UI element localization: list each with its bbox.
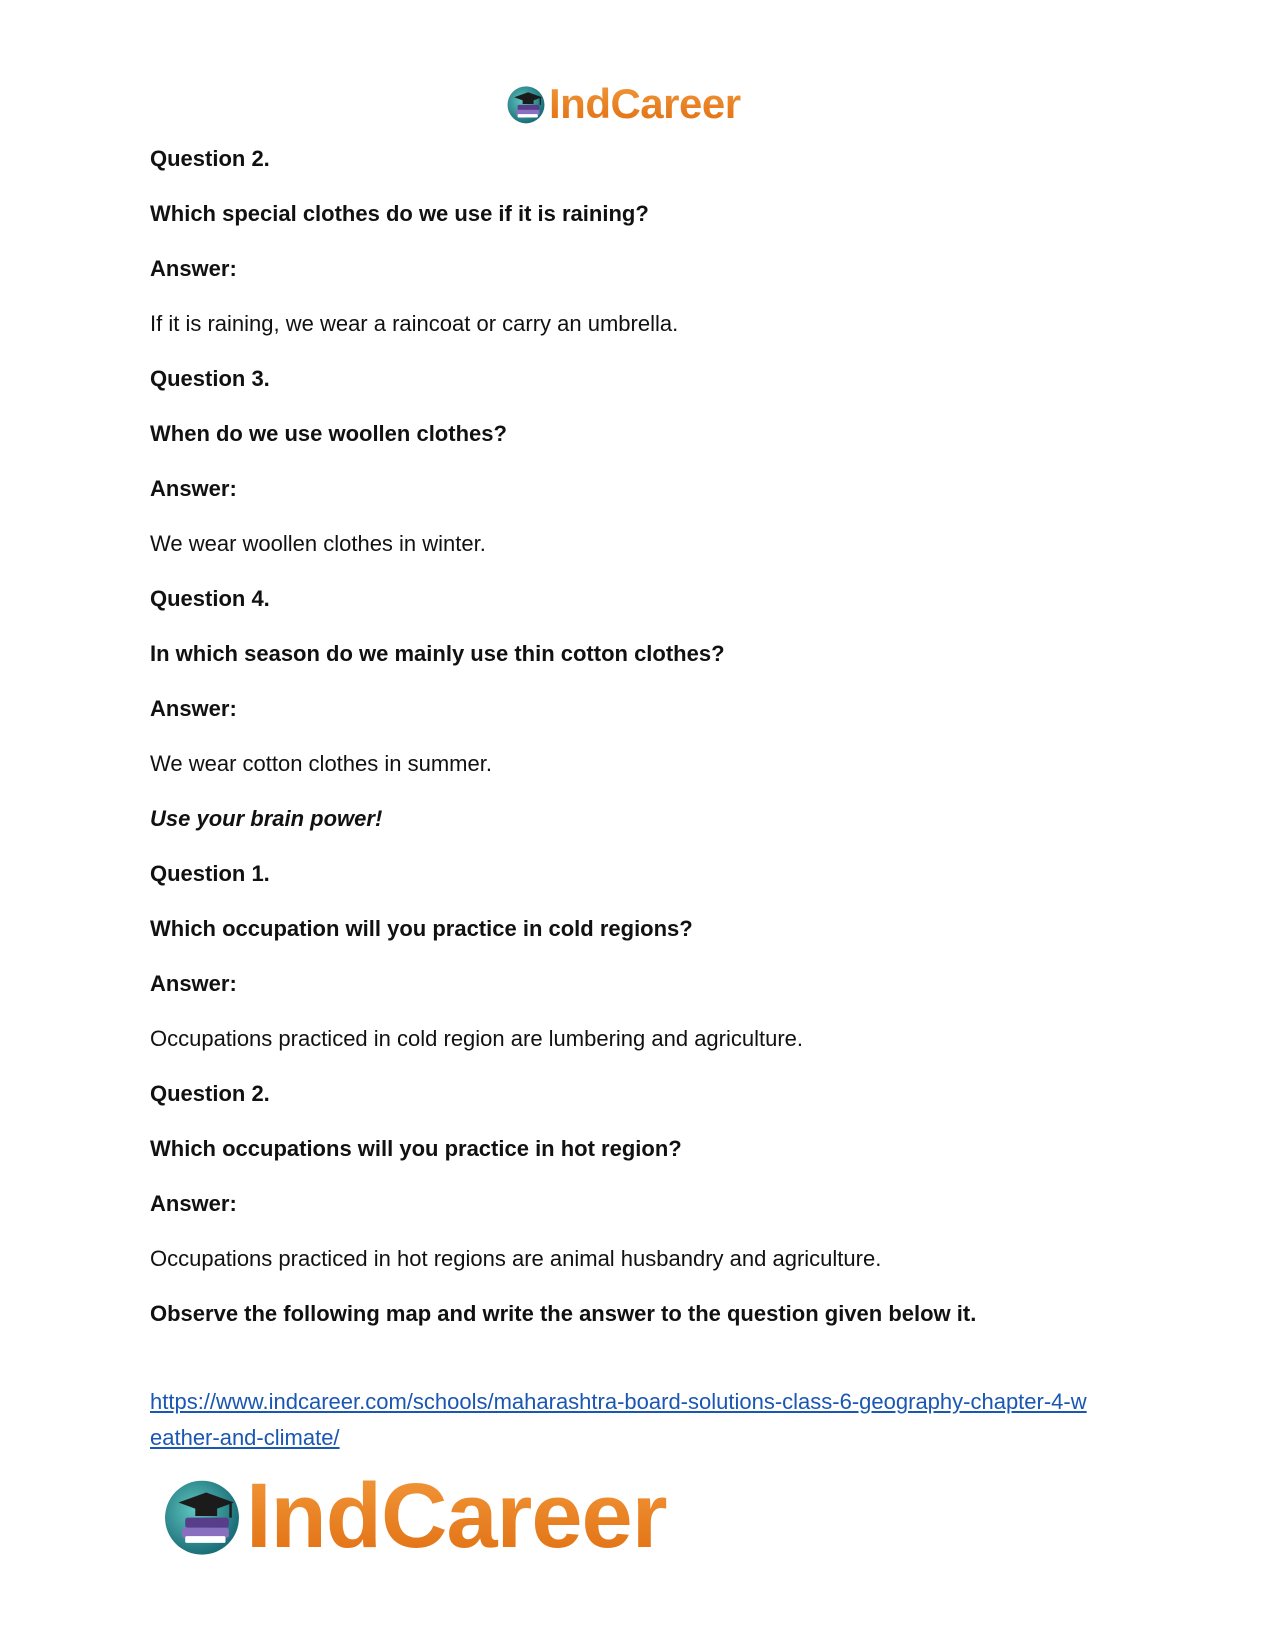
question-text: Observe the following map and write the answer to the question given below it. — [150, 1301, 977, 1326]
answer-text: Occupations practiced in hot regions are animal husbandry and agriculture. — [150, 1246, 882, 1271]
question-text: Which occupations will you practice in hot region? — [150, 1136, 682, 1161]
source-link-line-1[interactable]: https://www.indcareer.com/schools/maharashtra-board-solutions-class-6-geography-chapter-4-w — [150, 1389, 1087, 1414]
answer-text: We wear woollen clothes in winter. — [150, 531, 486, 556]
question-number: Question 2. — [150, 146, 270, 171]
question-text: Which special clothes do we use if it is raining? — [150, 201, 649, 226]
answer-text: We wear cotton clothes in summer. — [150, 751, 492, 776]
graduation-cap-books-icon — [505, 83, 547, 125]
document-body — [150, 145, 1130, 1355]
question-text: In which season do we mainly use thin cotton clothes? — [150, 641, 725, 666]
graduation-cap-books-icon — [160, 1474, 244, 1558]
source-link-line-2[interactable]: eather-and-climate/ — [150, 1425, 340, 1450]
answer-label: Answer: — [150, 971, 237, 996]
section-heading: Use your brain power! — [150, 806, 383, 831]
header-logo — [505, 80, 741, 128]
footer-logo-text: IndCareer — [246, 1464, 667, 1567]
question-number: Question 3. — [150, 366, 270, 391]
footer-logo — [160, 1464, 667, 1567]
question-number: Question 2. — [150, 1081, 270, 1106]
source-link[interactable] — [150, 1384, 1150, 1456]
answer-label: Answer: — [150, 476, 237, 501]
question-text: When do we use woollen clothes? — [150, 421, 507, 446]
question-text: Which occupation will you practice in cold regions? — [150, 916, 693, 941]
question-number: Question 4. — [150, 586, 270, 611]
answer-label: Answer: — [150, 696, 237, 721]
question-number: Question 1. — [150, 861, 270, 886]
answer-text: If it is raining, we wear a raincoat or carry an umbrella. — [150, 311, 679, 336]
header-logo-text: IndCareer — [549, 80, 741, 127]
answer-label: Answer: — [150, 256, 237, 281]
answer-text: Occupations practiced in cold region are lumbering and agriculture. — [150, 1026, 804, 1051]
answer-label: Answer: — [150, 1191, 237, 1216]
